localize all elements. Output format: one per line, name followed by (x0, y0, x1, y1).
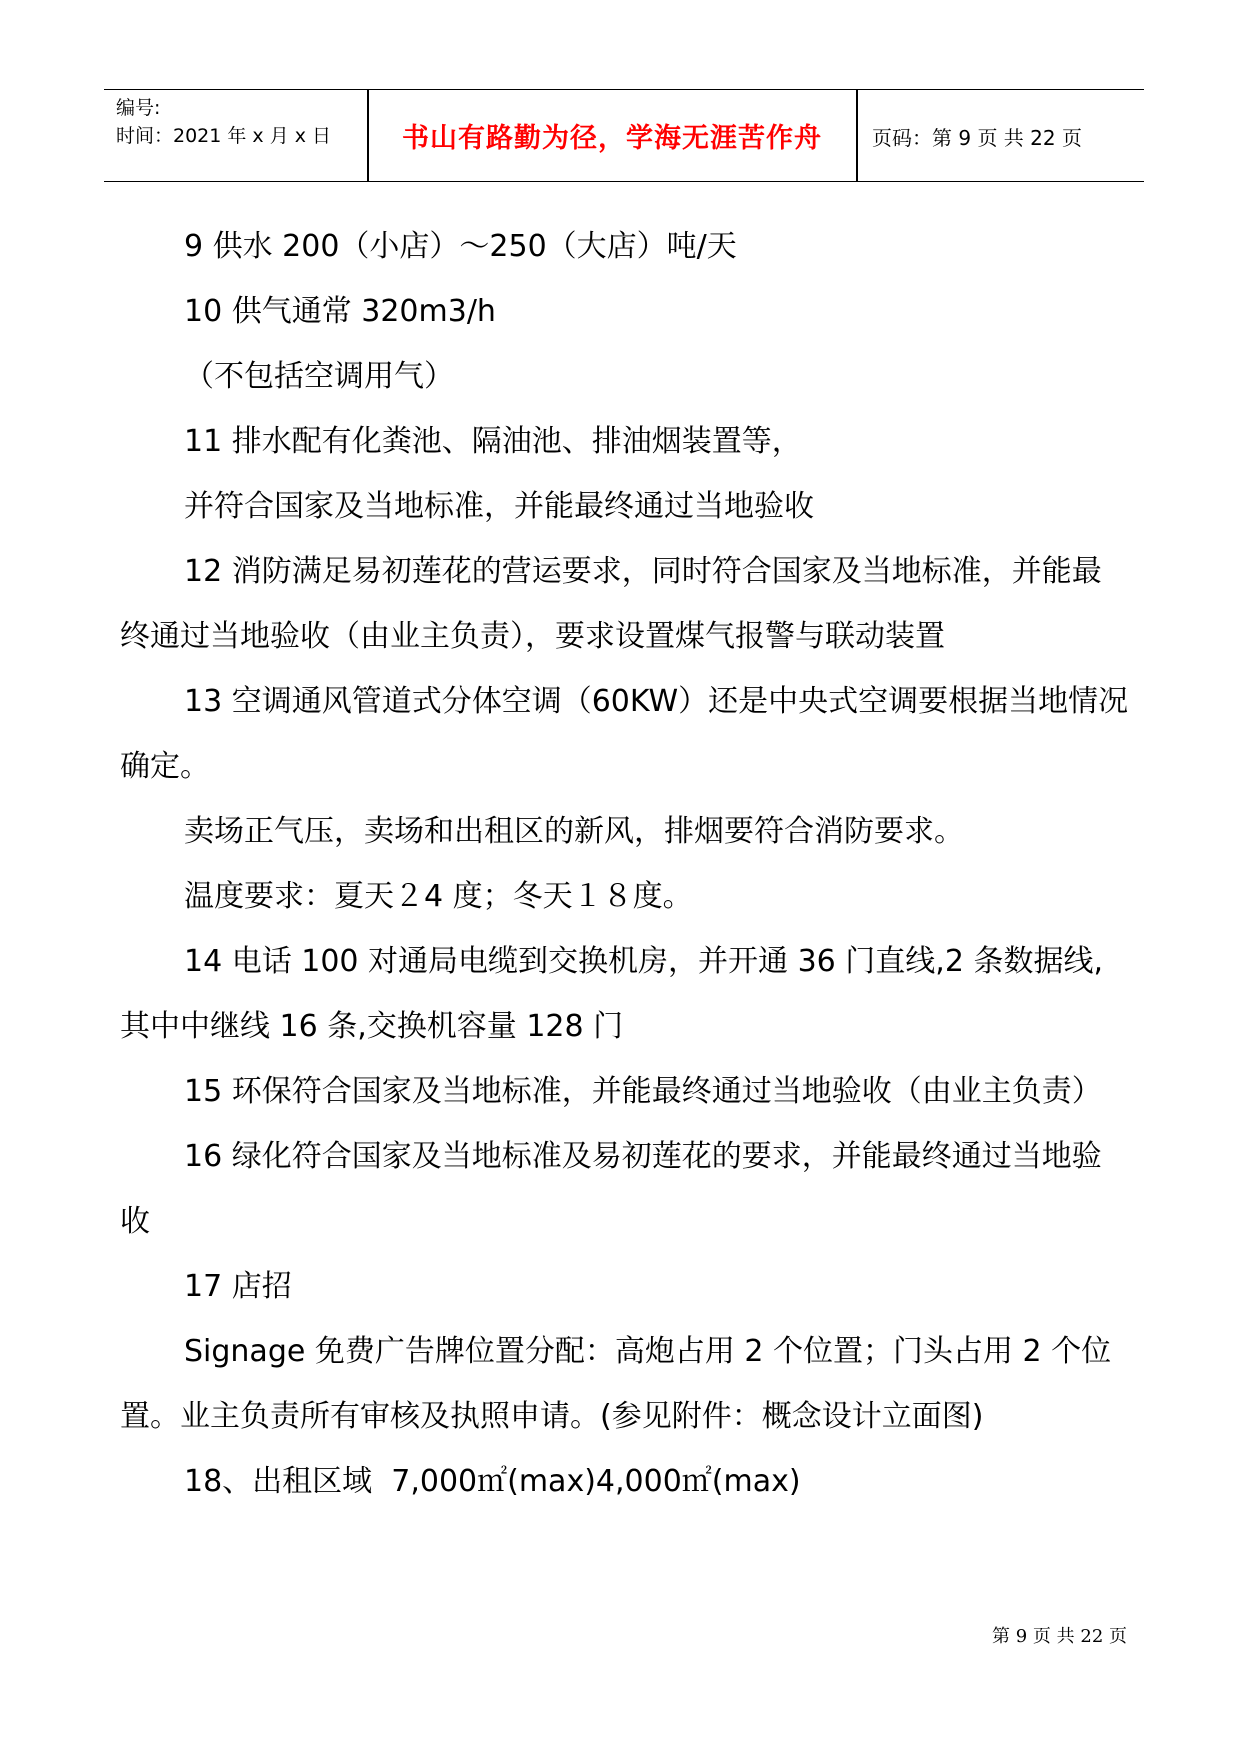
document-number-label: 编号: (116, 97, 161, 119)
paragraph-drainage-standard: 并符合国家及当地标准，并能最终通过当地验收 (184, 489, 814, 524)
paragraph-signage: Signage 免费广告牌位置分配：高炮占用 2 个位置；门头占用 2 个位置。业主负责所有审核及执照申请。(参见附件：概念设计立面图) (120, 1334, 1112, 1434)
page-footer: 第 9 页 共 22 页 (992, 1626, 1127, 1647)
header-page-number: 页码：第 9 页 共 22 页 (872, 126, 1082, 150)
paragraph-gas-supply: 10 供气通常 320m3/h (184, 294, 496, 329)
header-divider (856, 90, 858, 181)
paragraph-rental-area: 18、出租区域 7,000㎡(max)4,000㎡(max) (184, 1464, 801, 1499)
paragraph-store-sign: 17 店招 (184, 1269, 292, 1304)
header-meta (116, 94, 331, 150)
paragraph-telephone: 14 电话 100 对通局电缆到交换机房，并开通 36 门直线,2 条数据线,其中中继线 16 条,交换机容量 128 门 (120, 944, 1103, 1044)
document-body (120, 214, 1130, 1514)
paragraph-air-conditioning: 13 空调通风管道式分体空调（60KW）还是中央式空调要根据当地情况确定。 (120, 684, 1129, 784)
header-motto: 书山有路勤为径，学海无涯苦作舟 (402, 123, 822, 154)
document-date-label: 时间：2021 年 x 月 x 日 (116, 125, 332, 147)
paragraph-water-supply: 9 供水 200（小店）～250（大店）吨/天 (184, 229, 737, 264)
paragraph-greening: 16 绿化符合国家及当地标准及易初莲花的要求，并能最终通过当地验收 (120, 1139, 1102, 1239)
paragraph-air-pressure: 卖场正气压，卖场和出租区的新风，排烟要符合消防要求。 (184, 814, 964, 849)
paragraph-fire-protection: 12 消防满足易初莲花的营运要求，同时符合国家及当地标准，并能最终通过当地验收（由业主负责），要求设置煤气报警与联动装置 (120, 554, 1102, 654)
page-header (104, 89, 1144, 182)
paragraph-drainage: 11 排水配有化粪池、隔油池、排油烟装置等， (184, 424, 802, 459)
paragraph-gas-note: （不包括空调用气） (184, 359, 454, 394)
paragraph-temperature: 温度要求：夏天２4 度；冬天１８度。 (184, 879, 693, 914)
paragraph-environment: 15 环保符合国家及当地标准，并能最终通过当地验收（由业主负责） (184, 1074, 1102, 1109)
